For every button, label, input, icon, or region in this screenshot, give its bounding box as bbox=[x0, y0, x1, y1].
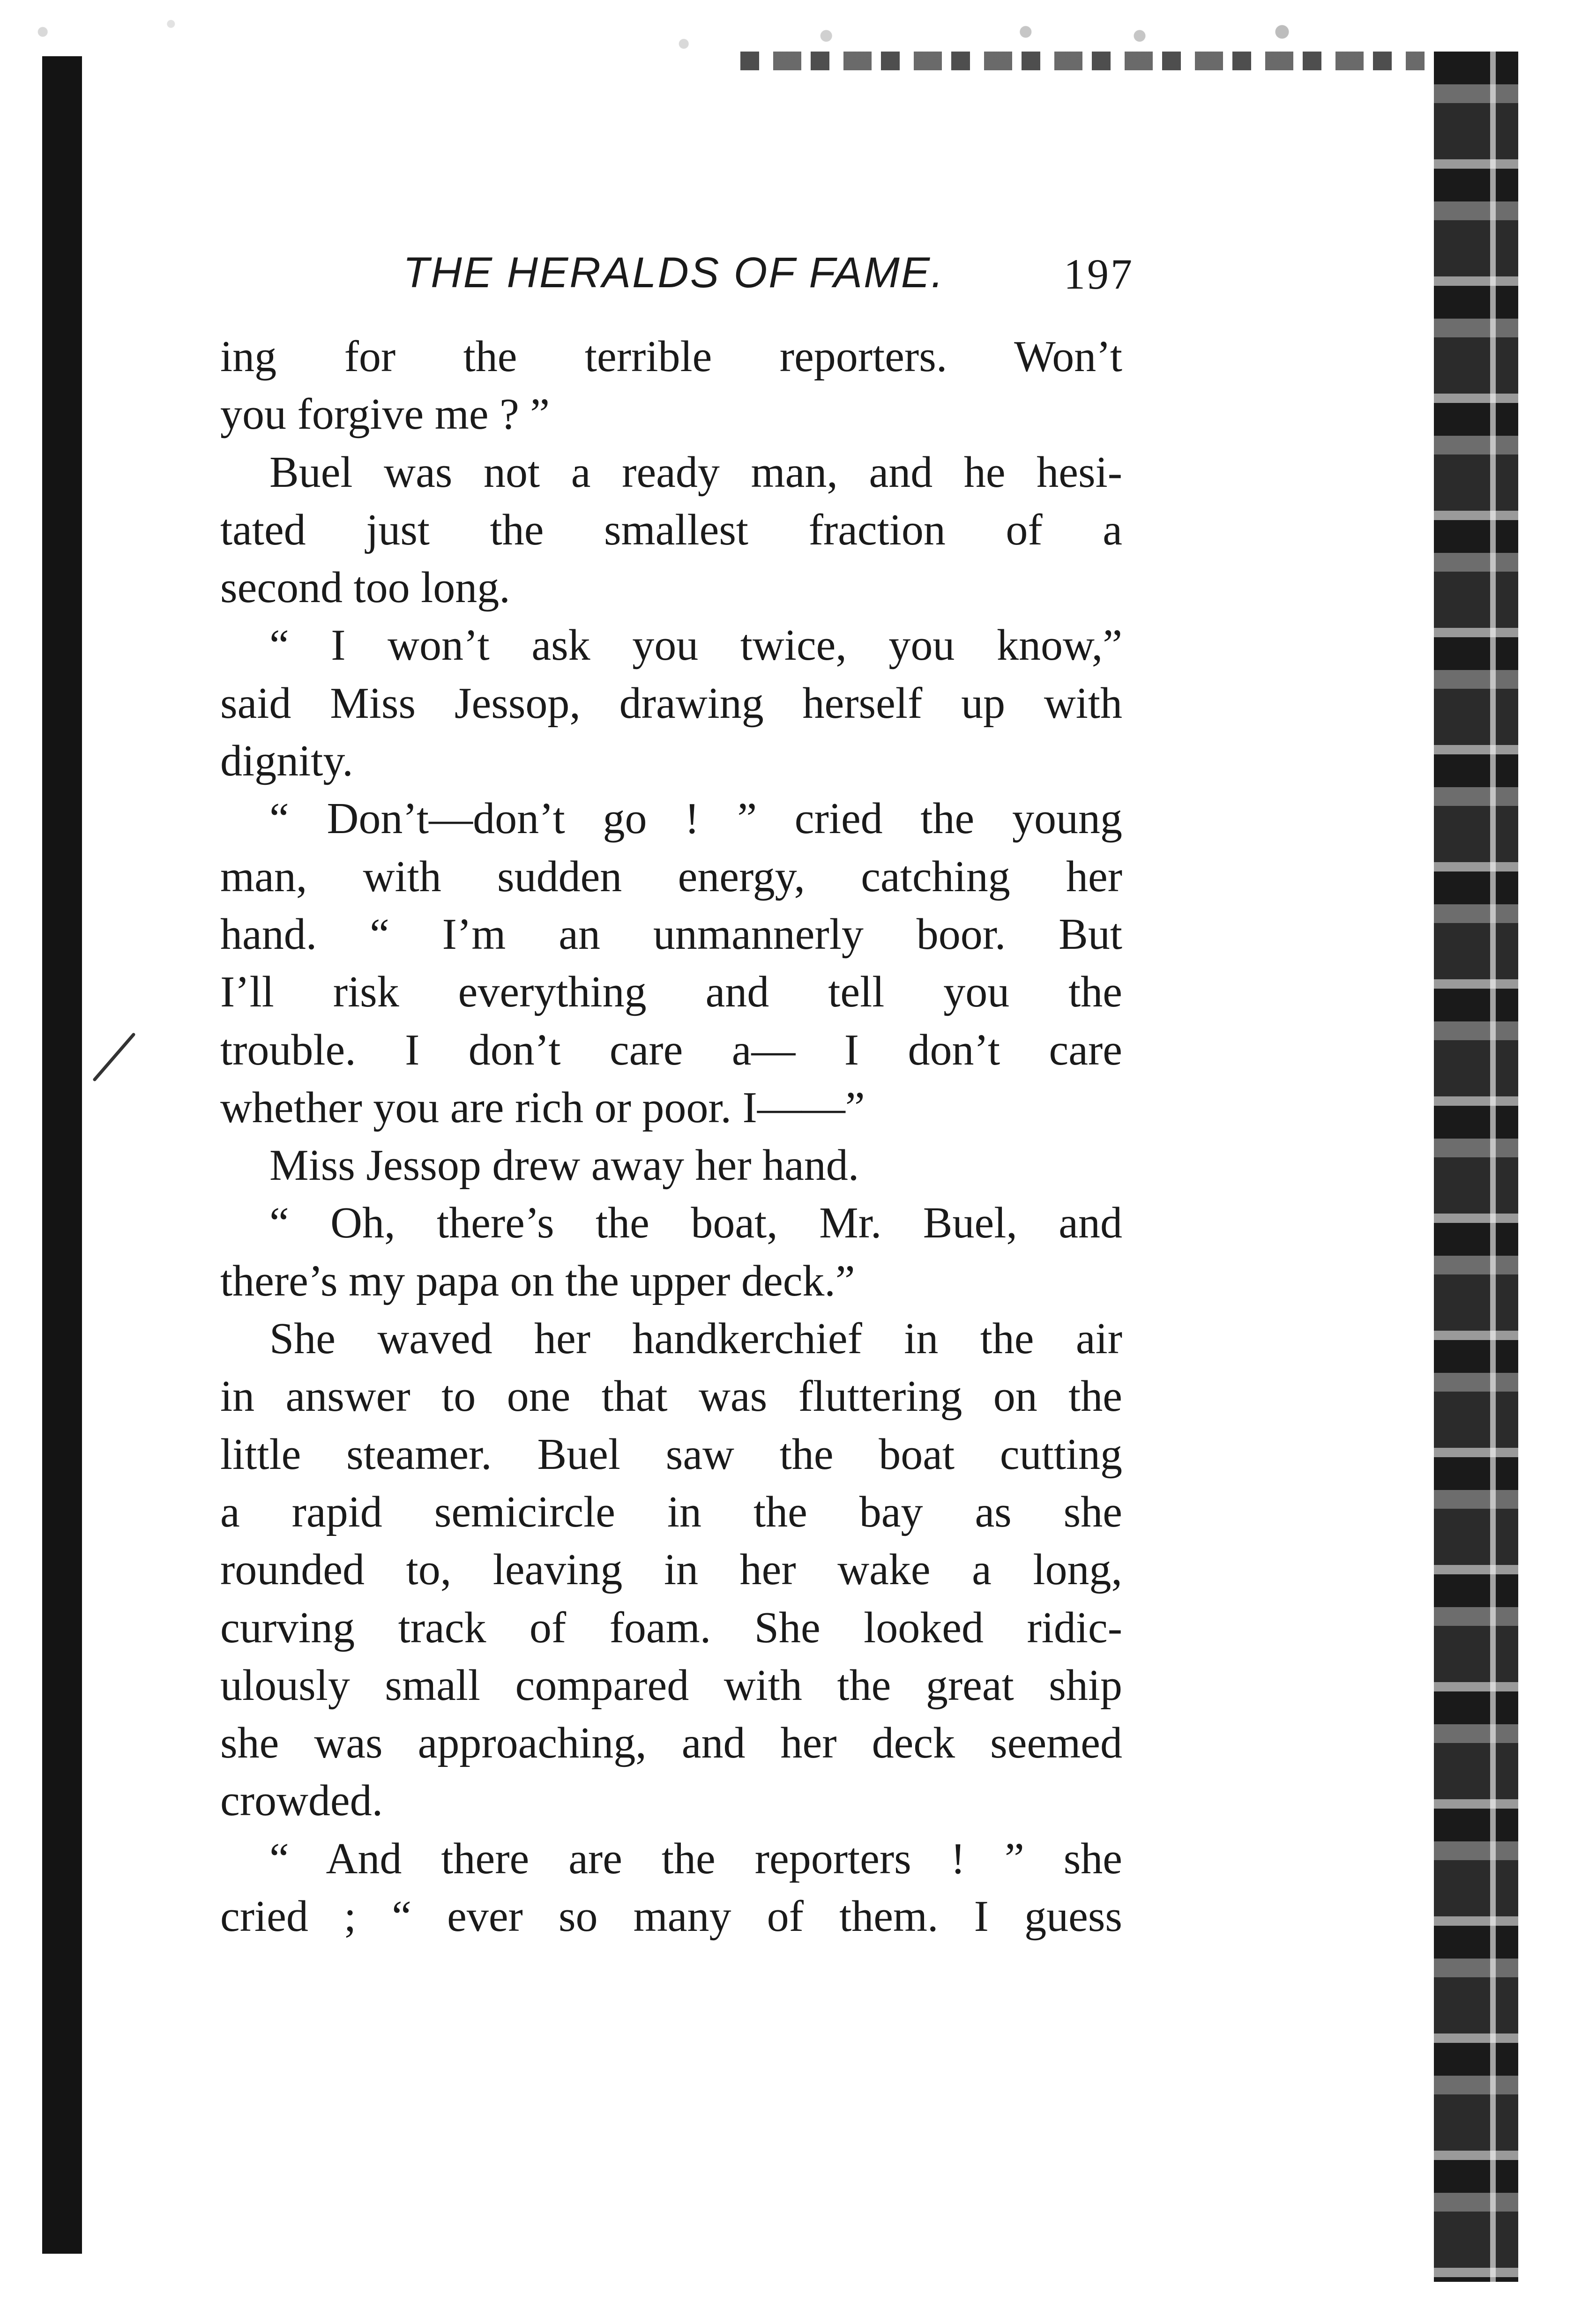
text-line: there’s my papa on the upper deck.” bbox=[220, 1256, 855, 1305]
text-line: I’ll risk everything and tell you the bbox=[220, 968, 1122, 1017]
text-line: rounded to, leaving in her wake a long, bbox=[220, 1545, 1122, 1594]
text-line: Miss Jessop drew away her hand. bbox=[269, 1141, 859, 1190]
text-line: second too long. bbox=[220, 563, 510, 612]
text-line: tated just the smallest fraction of a bbox=[220, 505, 1122, 554]
running-title: THE HERALDS OF FAME. bbox=[403, 249, 945, 297]
text-line: man, with sudden energy, catching her bbox=[220, 852, 1122, 901]
text-line: “ And there are the reporters ! ” she bbox=[269, 1834, 1122, 1883]
text-line: cried ; “ ever so many of them. I guess bbox=[220, 1892, 1122, 1941]
text-line: She waved her handkerchief in the air bbox=[269, 1314, 1122, 1363]
text-line: hand. “ I’m an unmannerly boor. But bbox=[220, 909, 1122, 959]
page-edge-highlight bbox=[1490, 52, 1496, 2282]
body-text bbox=[220, 328, 1122, 1945]
text-line: ing for the terrible reporters. Won’t bbox=[220, 332, 1122, 381]
text-line: Buel was not a ready man, and he hesi- bbox=[269, 447, 1122, 497]
text-line: you forgive me ? ” bbox=[220, 390, 550, 439]
text-line: dignity. bbox=[220, 737, 353, 786]
page-edge-shadow bbox=[1434, 52, 1518, 2282]
text-line: in answer to one that was fluttering on the bbox=[220, 1372, 1122, 1421]
text-line: said Miss Jessop, drawing herself up with bbox=[220, 678, 1122, 728]
text-line: she was approaching, and her deck seemed bbox=[220, 1719, 1122, 1768]
text-line: crowded. bbox=[220, 1776, 383, 1825]
text-line: ulously small compared with the great ship bbox=[220, 1661, 1122, 1710]
text-line: whether you are rich or poor. I——” bbox=[220, 1083, 865, 1132]
text-line: curving track of foam. She looked ridic- bbox=[220, 1603, 1122, 1652]
text-line: little steamer. Buel saw the boat cutting bbox=[220, 1430, 1122, 1479]
text-line: trouble. I don’t care a— I don’t care bbox=[220, 1025, 1122, 1074]
scan-shadow-top bbox=[740, 52, 1425, 70]
page-header bbox=[403, 244, 1134, 305]
book-gutter-shadow bbox=[42, 56, 82, 2254]
margin-pencil-mark bbox=[89, 1031, 141, 1082]
text-line: a rapid semicircle in the bay as she bbox=[220, 1487, 1122, 1536]
text-line: “ I won’t ask you twice, you know,” bbox=[269, 621, 1122, 670]
page-number: 197 bbox=[1064, 250, 1134, 298]
text-line: “ Oh, there’s the boat, Mr. Buel, and bbox=[269, 1199, 1122, 1248]
text-line: “ Don’t—don’t go ! ” cried the young bbox=[269, 794, 1122, 843]
